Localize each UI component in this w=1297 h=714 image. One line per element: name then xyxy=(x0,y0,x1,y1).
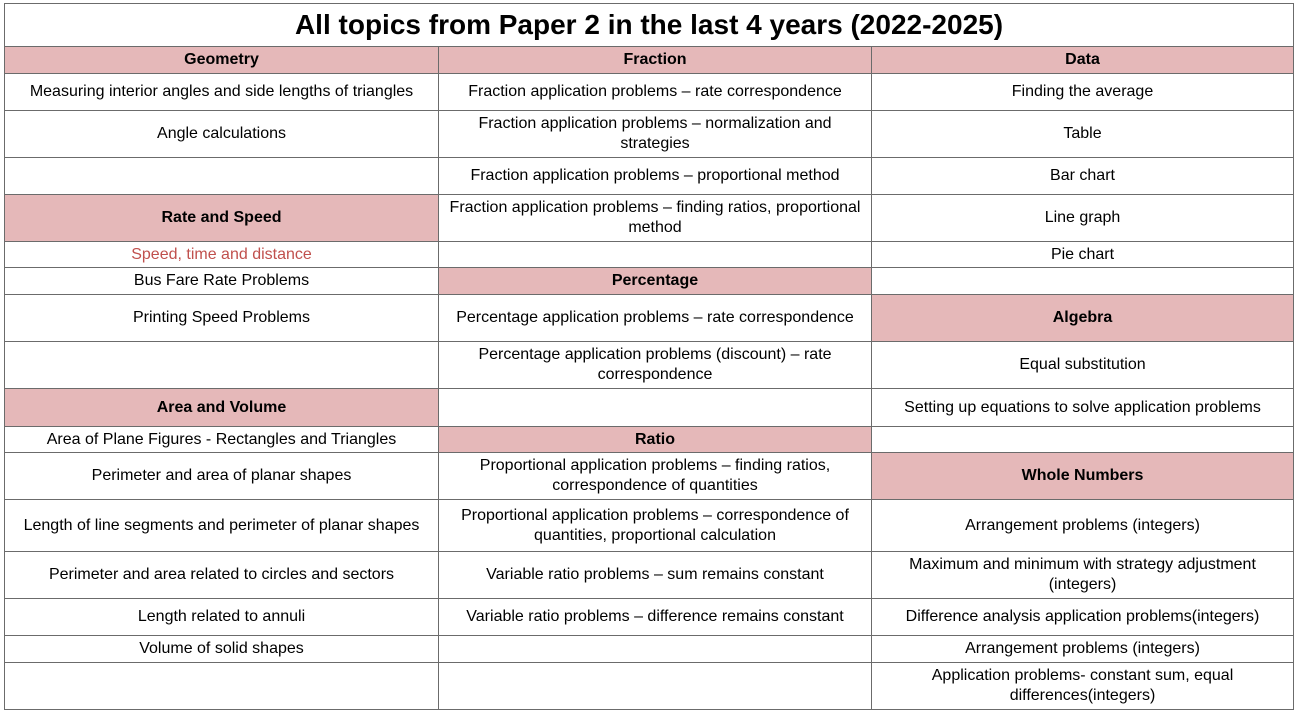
topic-cell: Fraction application problems – finding ratios, proportional method xyxy=(439,195,872,242)
table-row xyxy=(5,268,1294,295)
topic-cell: Setting up equations to solve application problems xyxy=(872,389,1294,427)
table-row xyxy=(5,427,1294,453)
topic-cell: Proportional application problems – finding ratios, correspondence of quantities xyxy=(439,453,872,500)
topic-cell: Perimeter and area related to circles and sectors xyxy=(5,552,439,599)
empty-cell xyxy=(5,158,439,195)
topic-cell: Difference analysis application problems(integers) xyxy=(872,599,1294,636)
topic-cell: Bar chart xyxy=(872,158,1294,195)
empty-cell xyxy=(5,342,439,389)
table-title: All topics from Paper 2 in the last 4 years (2022-2025) xyxy=(5,4,1294,47)
topic-cell: Equal substitution xyxy=(872,342,1294,389)
section-header-geometry: Rate and Speed xyxy=(5,195,439,242)
section-header-geometry: Geometry xyxy=(5,47,439,74)
table-row xyxy=(5,552,1294,599)
section-header-fraction: Ratio xyxy=(439,427,872,453)
topic-cell: Area of Plane Figures - Rectangles and Triangles xyxy=(5,427,439,453)
table-row xyxy=(5,599,1294,636)
section-header-geometry: Area and Volume xyxy=(5,389,439,427)
topic-cell: Perimeter and area of planar shapes xyxy=(5,453,439,500)
topic-cell: Angle calculations xyxy=(5,111,439,158)
table-row xyxy=(5,342,1294,389)
topic-cell: Volume of solid shapes xyxy=(5,636,439,663)
table-row xyxy=(5,74,1294,111)
section-header-data: Whole Numbers xyxy=(872,453,1294,500)
table-row xyxy=(5,111,1294,158)
topic-cell: Percentage application problems (discount) – rate correspondence xyxy=(439,342,872,389)
table-row xyxy=(5,500,1294,552)
section-header-fraction: Fraction xyxy=(439,47,872,74)
table-row xyxy=(5,195,1294,242)
topic-cell: Application problems- constant sum, equal differences(integers) xyxy=(872,663,1294,710)
topic-cell: Fraction application problems – rate correspondence xyxy=(439,74,872,111)
table-row xyxy=(5,636,1294,663)
topic-cell: Proportional application problems – correspondence of quantities, proportional calculation xyxy=(439,500,872,552)
topic-cell: Variable ratio problems – sum remains constant xyxy=(439,552,872,599)
empty-cell xyxy=(872,427,1294,453)
topics-table xyxy=(4,3,1294,710)
table-row xyxy=(5,389,1294,427)
topic-cell: Percentage application problems – rate correspondence xyxy=(439,295,872,342)
table-row xyxy=(5,663,1294,710)
topic-cell: Printing Speed Problems xyxy=(5,295,439,342)
title-row xyxy=(5,4,1294,47)
topic-cell: Arrangement problems (integers) xyxy=(872,636,1294,663)
table-row xyxy=(5,158,1294,195)
topic-cell: Fraction application problems – proportional method xyxy=(439,158,872,195)
empty-cell xyxy=(439,389,872,427)
topic-cell: Length of line segments and perimeter of planar shapes xyxy=(5,500,439,552)
section-header-data: Data xyxy=(872,47,1294,74)
topic-cell: Arrangement problems (integers) xyxy=(872,500,1294,552)
section-header-data: Algebra xyxy=(872,295,1294,342)
empty-cell xyxy=(439,636,872,663)
section-header-fraction: Percentage xyxy=(439,268,872,295)
topic-cell: Finding the average xyxy=(872,74,1294,111)
empty-cell xyxy=(872,268,1294,295)
topics-table-body xyxy=(5,4,1294,710)
topic-cell: Variable ratio problems – difference remains constant xyxy=(439,599,872,636)
topic-cell: Fraction application problems – normalization and strategies xyxy=(439,111,872,158)
topic-cell: Speed, time and distance xyxy=(5,242,439,268)
topic-cell: Bus Fare Rate Problems xyxy=(5,268,439,295)
topic-cell: Line graph xyxy=(872,195,1294,242)
topic-cell: Length related to annuli xyxy=(5,599,439,636)
topic-cell: Measuring interior angles and side lengths of triangles xyxy=(5,74,439,111)
table-row xyxy=(5,47,1294,74)
empty-cell xyxy=(439,663,872,710)
table-row xyxy=(5,453,1294,500)
topic-cell: Pie chart xyxy=(872,242,1294,268)
empty-cell xyxy=(5,663,439,710)
table-row xyxy=(5,295,1294,342)
table-row xyxy=(5,242,1294,268)
topic-cell: Maximum and minimum with strategy adjustment (integers) xyxy=(872,552,1294,599)
topic-cell: Table xyxy=(872,111,1294,158)
empty-cell xyxy=(439,242,872,268)
